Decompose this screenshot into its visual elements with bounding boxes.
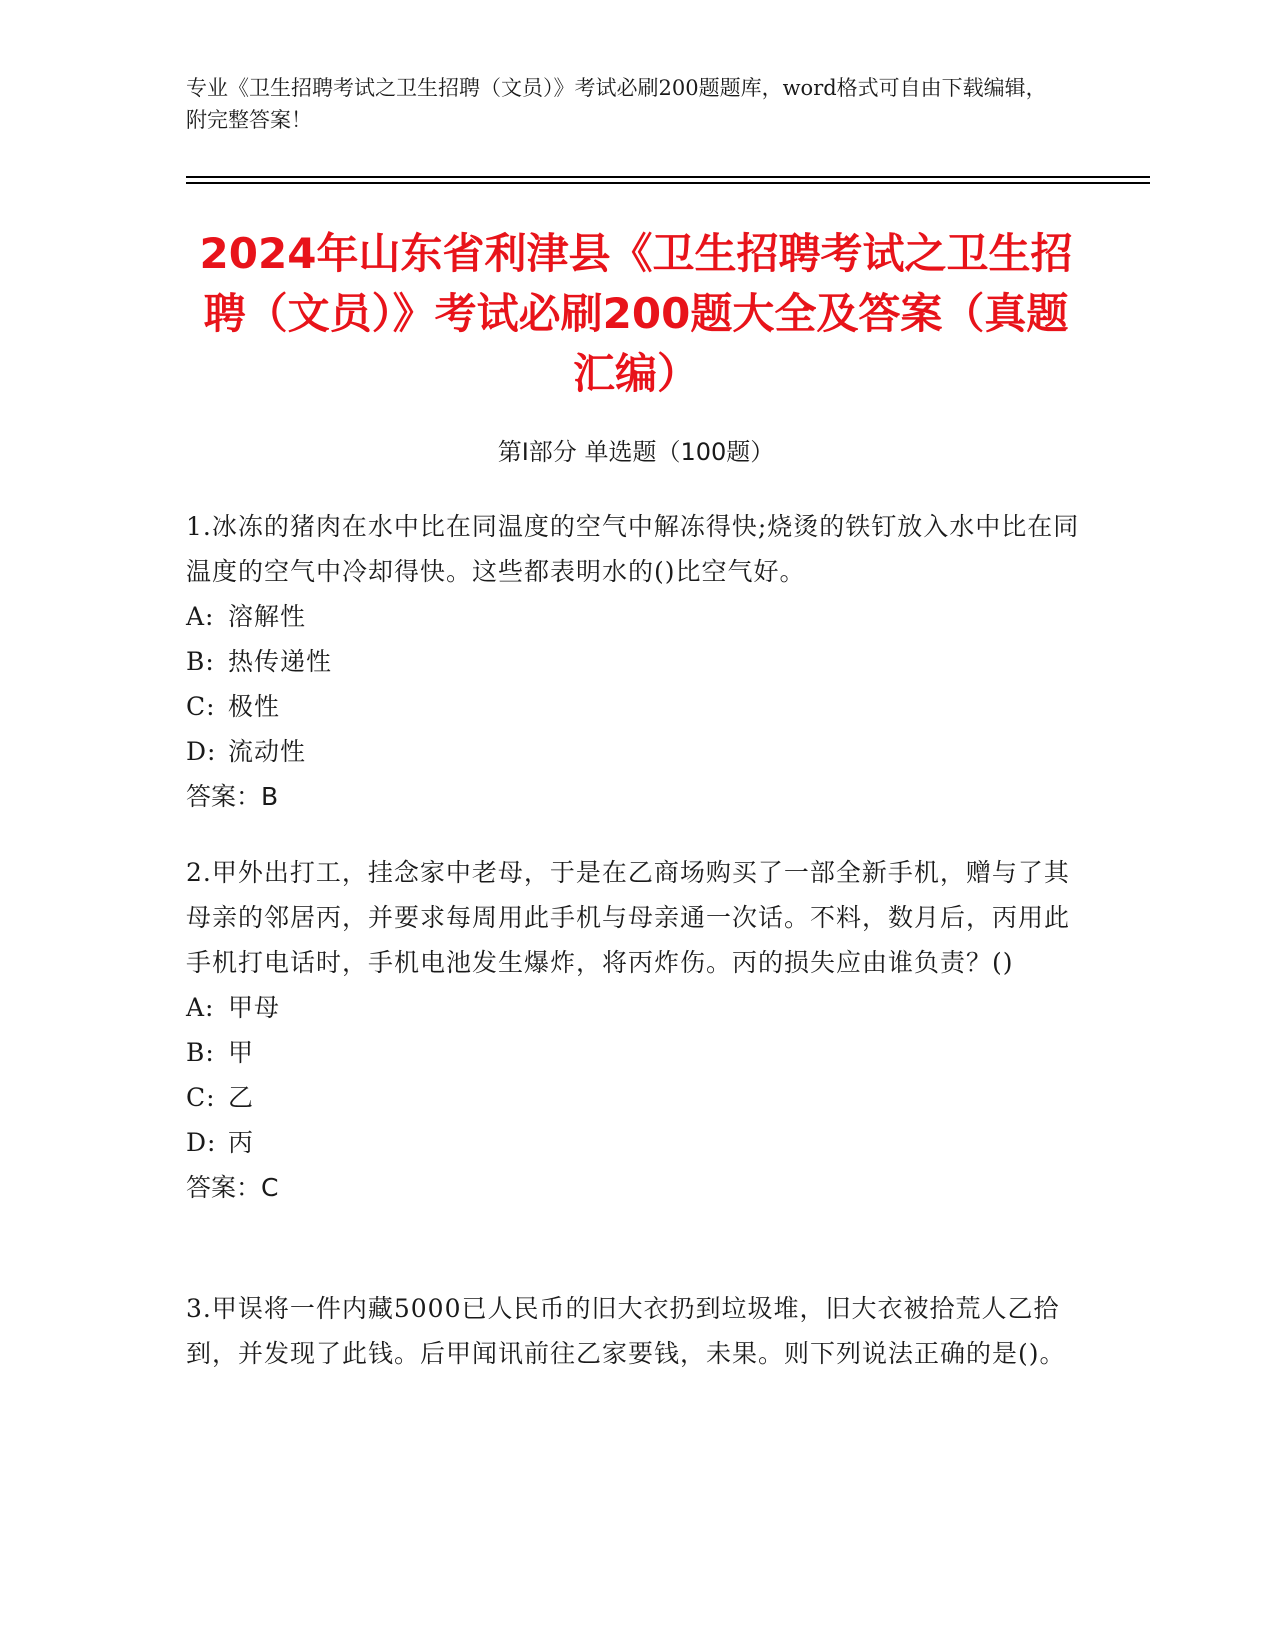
document-title: 2024年山东省利津县《卫生招聘考试之卫生招聘（文员）》考试必刷200题大全及答案（真题汇编） (199, 229, 1073, 398)
option-text: 热传递性 (228, 647, 333, 676)
option-c (186, 1075, 1086, 1120)
option-text: 甲 (228, 1038, 255, 1067)
answer: 答案：C (186, 1173, 279, 1202)
option-letter: D: (186, 737, 217, 766)
option-c (186, 684, 1086, 729)
header-divider-bottom (186, 182, 1150, 184)
option-b (186, 639, 1086, 684)
option-text: 丙 (228, 1128, 255, 1157)
option-letter: B: (186, 1038, 215, 1067)
question-3 (186, 1286, 1086, 1376)
option-letter: D: (186, 1128, 217, 1157)
option-letter: C: (186, 1083, 216, 1112)
question-stem: 3.甲误将一件内藏5000已人民币的旧大衣扔到垃圾堆，旧大衣被拾荒人乙拾到，并发现了此钱。后甲闻讯前往乙家要钱，未果。则下列说法正确的是()。 (186, 1294, 1066, 1368)
option-d (186, 1120, 1086, 1165)
option-d (186, 729, 1086, 774)
option-text: 乙 (228, 1083, 255, 1112)
question-2 (186, 850, 1086, 1210)
option-a (186, 594, 1086, 639)
option-letter: A: (186, 993, 215, 1022)
option-text: 流动性 (228, 737, 307, 766)
question-stem: 2.甲外出打工，挂念家中老母，于是在乙商场购买了一部全新手机，赠与了其母亲的邻居丙，并要求每周用此手机与母亲通一次话。不料，数月后，丙用此手机打电话时，手机电池发生爆炸，将丙炸伤。丙的损失应由谁负责？() (186, 858, 1071, 977)
option-letter: C: (186, 692, 216, 721)
option-text: 溶解性 (228, 602, 307, 631)
question-stem: 1.冰冻的猪肉在水中比在同温度的空气中解冻得快;烧烫的铁钉放入水中比在同温度的空气中冷却得快。这些都表明水的()比空气好。 (186, 512, 1080, 586)
header-note: 专业《卫生招聘考试之卫生招聘（文员）》考试必刷200题题库，word格式可自由下载编辑，附完整答案！ (186, 76, 1047, 132)
option-b (186, 1030, 1086, 1075)
option-text: 甲母 (228, 993, 281, 1022)
answer: 答案：B (186, 782, 279, 811)
option-letter: B: (186, 647, 215, 676)
option-a (186, 985, 1086, 1030)
option-text: 极性 (228, 692, 281, 721)
question-1 (186, 504, 1086, 819)
option-letter: A: (186, 602, 215, 631)
header-divider-top (186, 176, 1150, 178)
section-title: 第I部分 单选题（100题） (497, 438, 775, 466)
